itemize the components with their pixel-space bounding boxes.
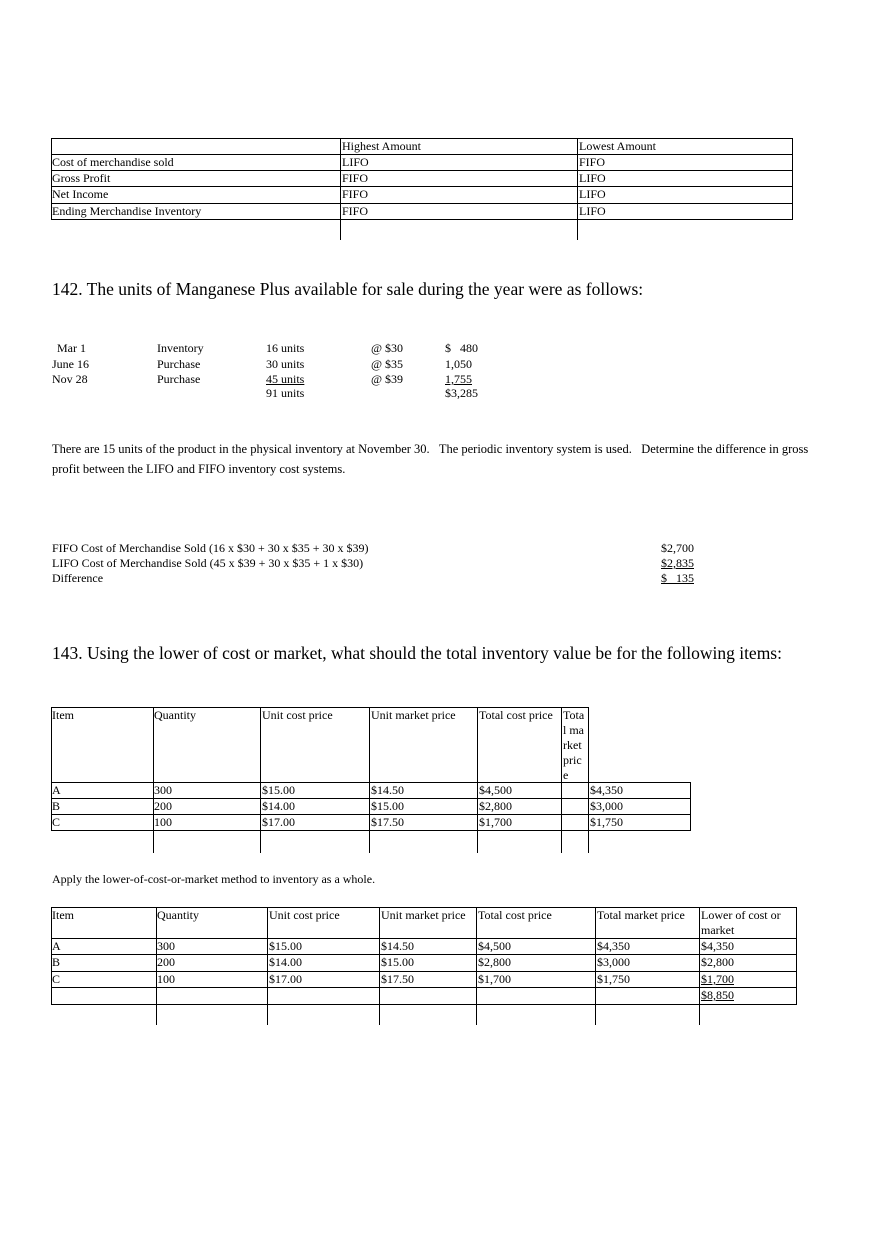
- cell-total-market: $4,350: [597, 939, 630, 953]
- cell-quantity: 300: [154, 783, 172, 797]
- purchase-date: June 16: [52, 357, 89, 371]
- col-header-unit-cost: Unit cost price: [269, 908, 340, 922]
- purchase-cost: 1,755: [445, 372, 472, 386]
- cell-unit-market: $17.50: [371, 815, 404, 829]
- cell-item: B: [52, 955, 61, 969]
- cell-unit-cost: $15.00: [262, 783, 295, 797]
- purchase-cost: 1,050: [445, 357, 472, 371]
- cell-total-market: $1,750: [590, 815, 623, 829]
- cell-item: B: [52, 799, 61, 813]
- cell-quantity: 200: [157, 955, 175, 969]
- total-cost: $3,285: [445, 386, 478, 400]
- purchase-date: Mar 1: [57, 341, 86, 355]
- col-header-unit-market: Unit market price: [381, 908, 466, 922]
- cell-total-cost: $2,800: [479, 799, 512, 813]
- purchase-date: Nov 28: [52, 372, 88, 386]
- answer-label: Difference: [52, 571, 104, 585]
- row-highest: FIFO: [342, 187, 369, 201]
- col-header-total-market: Total market price: [597, 908, 685, 922]
- lcm-total: $8,850: [701, 988, 734, 1002]
- purchase-units: 16 units: [266, 341, 305, 355]
- row-lowest: LIFO: [579, 187, 606, 201]
- purchase-units: 30 units: [266, 357, 305, 371]
- cell-item: A: [52, 939, 61, 953]
- answer-value: $2,700: [661, 541, 694, 555]
- answer-label: LIFO Cost of Merchandise Sold (45 x $39 + 30 x $35 + 1 x $30): [52, 556, 364, 570]
- cell-total-cost: $1,700: [478, 972, 511, 986]
- question-142-paragraph: There are 15 units of the product in the physical inventory at November 30. The periodic inventory system is used. Determine the difference in gross profit between the LIFO and FIFO inventory cost systems.: [52, 442, 812, 476]
- col-header-item: Item: [52, 708, 74, 722]
- col-header-total-cost: Total cost price: [479, 708, 553, 722]
- purchase-cost: $ 480: [445, 341, 478, 355]
- row-label: Cost of merchandise sold: [52, 155, 174, 169]
- row-highest: FIFO: [342, 171, 369, 185]
- cell-quantity: 100: [157, 972, 175, 986]
- cell-lcm: $2,800: [701, 955, 734, 969]
- col-header-lcm: Lower of cost or market: [701, 908, 781, 937]
- purchase-type: Purchase: [157, 372, 201, 386]
- cell-lcm: $4,350: [701, 939, 734, 953]
- header-highest: Highest Amount: [342, 139, 422, 153]
- row-label: Net Income: [52, 187, 109, 201]
- purchase-price: @ $30: [371, 341, 404, 355]
- cell-quantity: 200: [154, 799, 172, 813]
- answer-label: FIFO Cost of Merchandise Sold (16 x $30 + 30 x $35 + 30 x $39): [52, 541, 369, 555]
- cell-unit-market: $15.00: [381, 955, 414, 969]
- purchase-units: 45 units: [266, 372, 305, 386]
- cell-total-market: $3,000: [597, 955, 630, 969]
- answer-value: $2,835: [661, 556, 694, 570]
- cell-total-cost: $4,500: [478, 939, 511, 953]
- purchase-price: @ $39: [371, 372, 404, 386]
- row-lowest: LIFO: [579, 171, 606, 185]
- cell-unit-cost: $14.00: [262, 799, 295, 813]
- col-header-unit-market: Unit market price: [371, 708, 456, 722]
- cell-total-market: $3,000: [590, 799, 623, 813]
- cell-item: A: [52, 783, 61, 797]
- col-header-quantity: Quantity: [157, 908, 199, 922]
- difference-value: $ 135: [661, 571, 694, 585]
- purchase-type: Inventory: [157, 341, 204, 355]
- cell-total-cost: $1,700: [479, 815, 512, 829]
- purchase-price: @ $35: [371, 357, 404, 371]
- cell-quantity: 300: [157, 939, 175, 953]
- cell-unit-cost: $15.00: [269, 939, 302, 953]
- header-lowest: Lowest Amount: [579, 139, 656, 153]
- row-lowest: FIFO: [579, 155, 606, 169]
- col-header-item: Item: [52, 908, 74, 922]
- row-label: Ending Merchandise Inventory: [52, 204, 202, 218]
- col-header-total-market: Total market price: [563, 708, 585, 782]
- cell-quantity: 100: [154, 815, 172, 829]
- cell-unit-cost: $17.00: [269, 972, 302, 986]
- cell-unit-cost: $14.00: [269, 955, 302, 969]
- row-highest: LIFO: [342, 155, 369, 169]
- cell-unit-cost: $17.00: [262, 815, 295, 829]
- question-143-title: 143. Using the lower of cost or market, what should the total inventory value be for the following items:: [52, 643, 782, 663]
- row-label: Gross Profit: [52, 171, 111, 185]
- cell-total-cost: $2,800: [478, 955, 511, 969]
- cell-total-cost: $4,500: [479, 783, 512, 797]
- cell-unit-market: $15.00: [371, 799, 404, 813]
- purchase-type: Purchase: [157, 357, 201, 371]
- cell-total-market: $4,350: [590, 783, 623, 797]
- cell-unit-market: $17.50: [381, 972, 414, 986]
- col-header-quantity: Quantity: [154, 708, 196, 722]
- cell-item: C: [52, 972, 61, 986]
- row-highest: FIFO: [342, 204, 369, 218]
- col-header-unit-cost: Unit cost price: [262, 708, 333, 722]
- total-units: 91 units: [266, 386, 305, 400]
- question-142-title: 142. The units of Manganese Plus available for sale during the year were as follows:: [52, 279, 644, 299]
- cell-item: C: [52, 815, 61, 829]
- row-lowest: LIFO: [579, 204, 606, 218]
- cell-lcm: $1,700: [701, 972, 734, 986]
- col-header-total-cost: Total cost price: [478, 908, 552, 922]
- cell-total-market: $1,750: [597, 972, 630, 986]
- lcm-instruction: Apply the lower-of-cost-or-market method to inventory as a whole.: [52, 872, 376, 886]
- cell-unit-market: $14.50: [371, 783, 404, 797]
- cell-unit-market: $14.50: [381, 939, 414, 953]
